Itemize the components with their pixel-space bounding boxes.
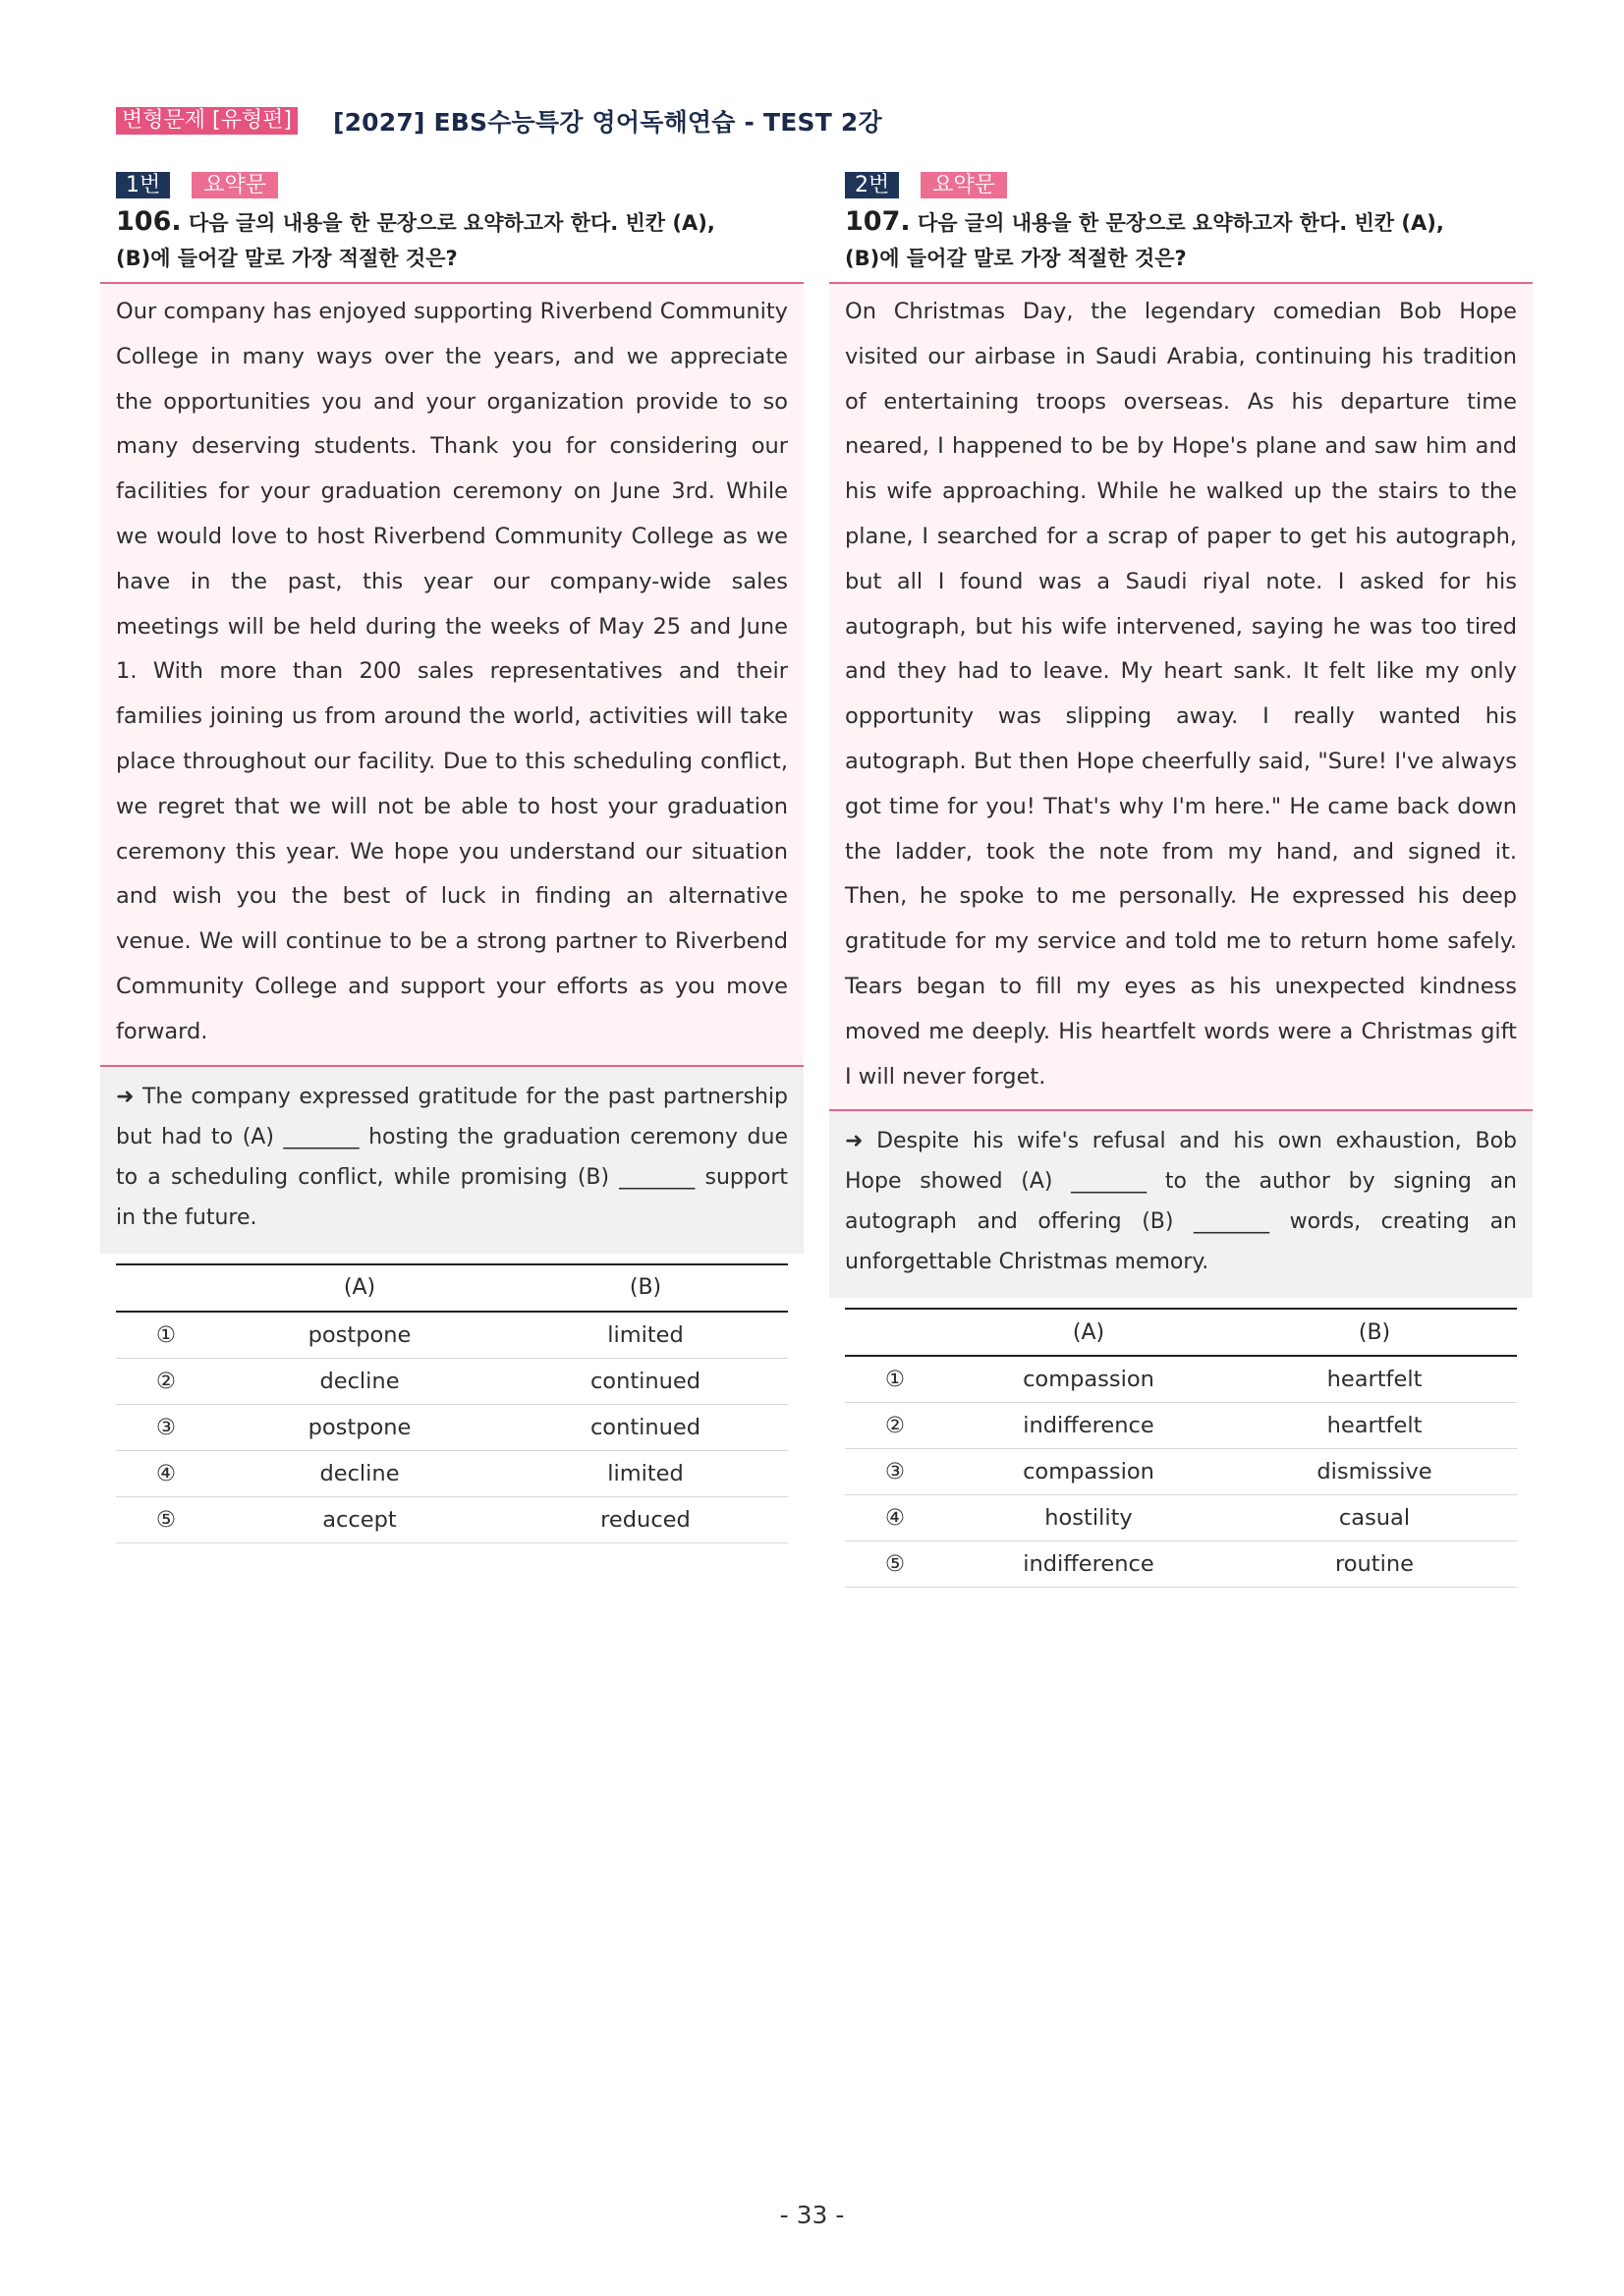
choice-a: postpone <box>216 1404 503 1450</box>
summary-box <box>100 1067 804 1254</box>
choice-b: heartfelt <box>1232 1403 1517 1449</box>
choice-row[interactable] <box>116 1450 788 1496</box>
question-prompt <box>116 204 788 282</box>
choice-b: limited <box>503 1312 788 1359</box>
choice-number: ③ <box>116 1404 216 1450</box>
choice-b: limited <box>503 1450 788 1496</box>
choice-b: reduced <box>503 1496 788 1542</box>
choice-row[interactable] <box>116 1312 788 1359</box>
choice-b: casual <box>1232 1495 1517 1541</box>
page-number: - 33 - <box>779 2201 845 2229</box>
choice-a: compassion <box>945 1356 1232 1403</box>
summary-text: ➜ The company expressed gratitude for the past partnership but had to (A) _______ hosting the graduation ceremony due to a scheduling conflict, while promising (B) _______ support in the future. <box>116 1084 788 1230</box>
choice-b: dismissive <box>1232 1449 1517 1495</box>
question-number: 107. <box>845 206 911 237</box>
question-type-badge: 요약문 <box>921 172 1007 198</box>
summary-box <box>829 1111 1533 1298</box>
question-107 <box>845 171 1517 1588</box>
answer-choices-table <box>116 1263 788 1543</box>
choice-a: indifference <box>945 1403 1232 1449</box>
choice-row[interactable] <box>116 1404 788 1450</box>
summary-text: ➜ Despite his wife's refusal and his own exhaustion, Bob Hope showed (A) _______ to the author by signing an autograph and offering (B) _______ words, creating an unforgettable Christmas memory. <box>845 1129 1517 1275</box>
choice-row[interactable] <box>845 1541 1517 1588</box>
choice-number: ② <box>116 1358 216 1404</box>
choice-a: indifference <box>945 1541 1232 1588</box>
choice-a: decline <box>216 1450 503 1496</box>
choice-number: ④ <box>845 1495 945 1541</box>
column-header-a: (A) <box>216 1264 503 1312</box>
choice-a: decline <box>216 1358 503 1404</box>
column-header-a: (A) <box>945 1309 1232 1356</box>
question-type-badge: 요약문 <box>192 172 278 198</box>
choice-number: ④ <box>116 1450 216 1496</box>
choice-number: ① <box>116 1312 216 1359</box>
choice-b: continued <box>503 1358 788 1404</box>
question-text-line2: (B)에 들어갈 말로 가장 적절한 것은? <box>116 247 458 270</box>
choice-number: ⑤ <box>845 1541 945 1588</box>
choice-number: ⑤ <box>116 1496 216 1542</box>
passage-box <box>100 282 804 1067</box>
question-number: 106. <box>116 206 182 237</box>
choice-row[interactable] <box>116 1496 788 1542</box>
choice-number: ③ <box>845 1449 945 1495</box>
choice-row[interactable] <box>845 1495 1517 1541</box>
choice-row[interactable] <box>845 1356 1517 1403</box>
page-header <box>116 106 882 136</box>
section-tag: 변형문제 [유형편] <box>116 107 298 135</box>
choice-b: heartfelt <box>1232 1356 1517 1403</box>
passage-box <box>829 282 1533 1111</box>
column-header-b: (B) <box>503 1264 788 1312</box>
choice-a: hostility <box>945 1495 1232 1541</box>
choice-b: routine <box>1232 1541 1517 1588</box>
question-number-badge: 2번 <box>845 172 899 198</box>
column-header-b: (B) <box>1232 1309 1517 1356</box>
choice-row[interactable] <box>845 1449 1517 1495</box>
question-106 <box>116 171 788 1543</box>
choice-row[interactable] <box>845 1403 1517 1449</box>
passage-text: On Christmas Day, the legendary comedian Bob Hope visited our airbase in Saudi Arabia, continuing his tradition of entertaining troops overseas. As his departure time neared, I happened to be by Hope's plane and saw him and his wife approaching. While he walked up the stairs to the plane, I searched for a scrap of paper to get his autograph, but all I found was a Saudi riyal note. I asked for his autograph, but his wife intervened, saying he was too tired and they had to leave. My heart sank. It felt like my only opportunity was slipping away. I really wanted his autograph. But then Hope cheerfully said, "Sure! I've always got time for you! That's why I'm here." He came back down the ladder, took the note from my hand, and signed it. Then, he spoke to me personally. He expressed his deep gratitude for my service and told me to return home safely. Tears began to fill my eyes as his unexpected kindness moved me deeply. His heartfelt words were a Christmas gift I will never forget. <box>845 299 1517 1090</box>
question-text-line1: 다음 글의 내용을 한 문장으로 요약하고자 한다. 빈칸 (A), <box>917 211 1444 235</box>
choice-a: postpone <box>216 1312 503 1359</box>
choice-number: ① <box>845 1356 945 1403</box>
choice-number: ② <box>845 1403 945 1449</box>
question-prompt <box>845 204 1517 282</box>
header-title: [2027] EBS수능특강 영어독해연습 - TEST 2강 <box>332 108 882 137</box>
choice-a: accept <box>216 1496 503 1542</box>
question-number-badge: 1번 <box>116 172 170 198</box>
answer-choices-table <box>845 1308 1517 1588</box>
passage-text: Our company has enjoyed supporting Riverbend Community College in many ways over the years, and we appreciate the opportunities you and your organization provide to so many deserving students. Thank you for considering our facilities for your graduation ceremony on June 3rd. While we would love to host Riverbend Community College as we have in the past, this year our company-wide sales meetings will be held during the weeks of May 25 and June 1. With more than 200 sales representatives and their families joining us from around the world, activities will take place throughout our facility. Due to this scheduling conflict, we regret that we will not be able to host your graduation ceremony this year. We hope you understand our situation and wish you the best of luck in finding an alternative venue. We will continue to be a strong partner to Riverbend Community College and support your efforts as you move forward. <box>116 299 788 1044</box>
choice-a: compassion <box>945 1449 1232 1495</box>
question-text-line1: 다음 글의 내용을 한 문장으로 요약하고자 한다. 빈칸 (A), <box>188 211 715 235</box>
choice-row[interactable] <box>116 1358 788 1404</box>
question-badges <box>116 171 788 198</box>
question-badges <box>845 171 1517 198</box>
question-text-line2: (B)에 들어갈 말로 가장 적절한 것은? <box>845 247 1187 270</box>
choice-b: continued <box>503 1404 788 1450</box>
